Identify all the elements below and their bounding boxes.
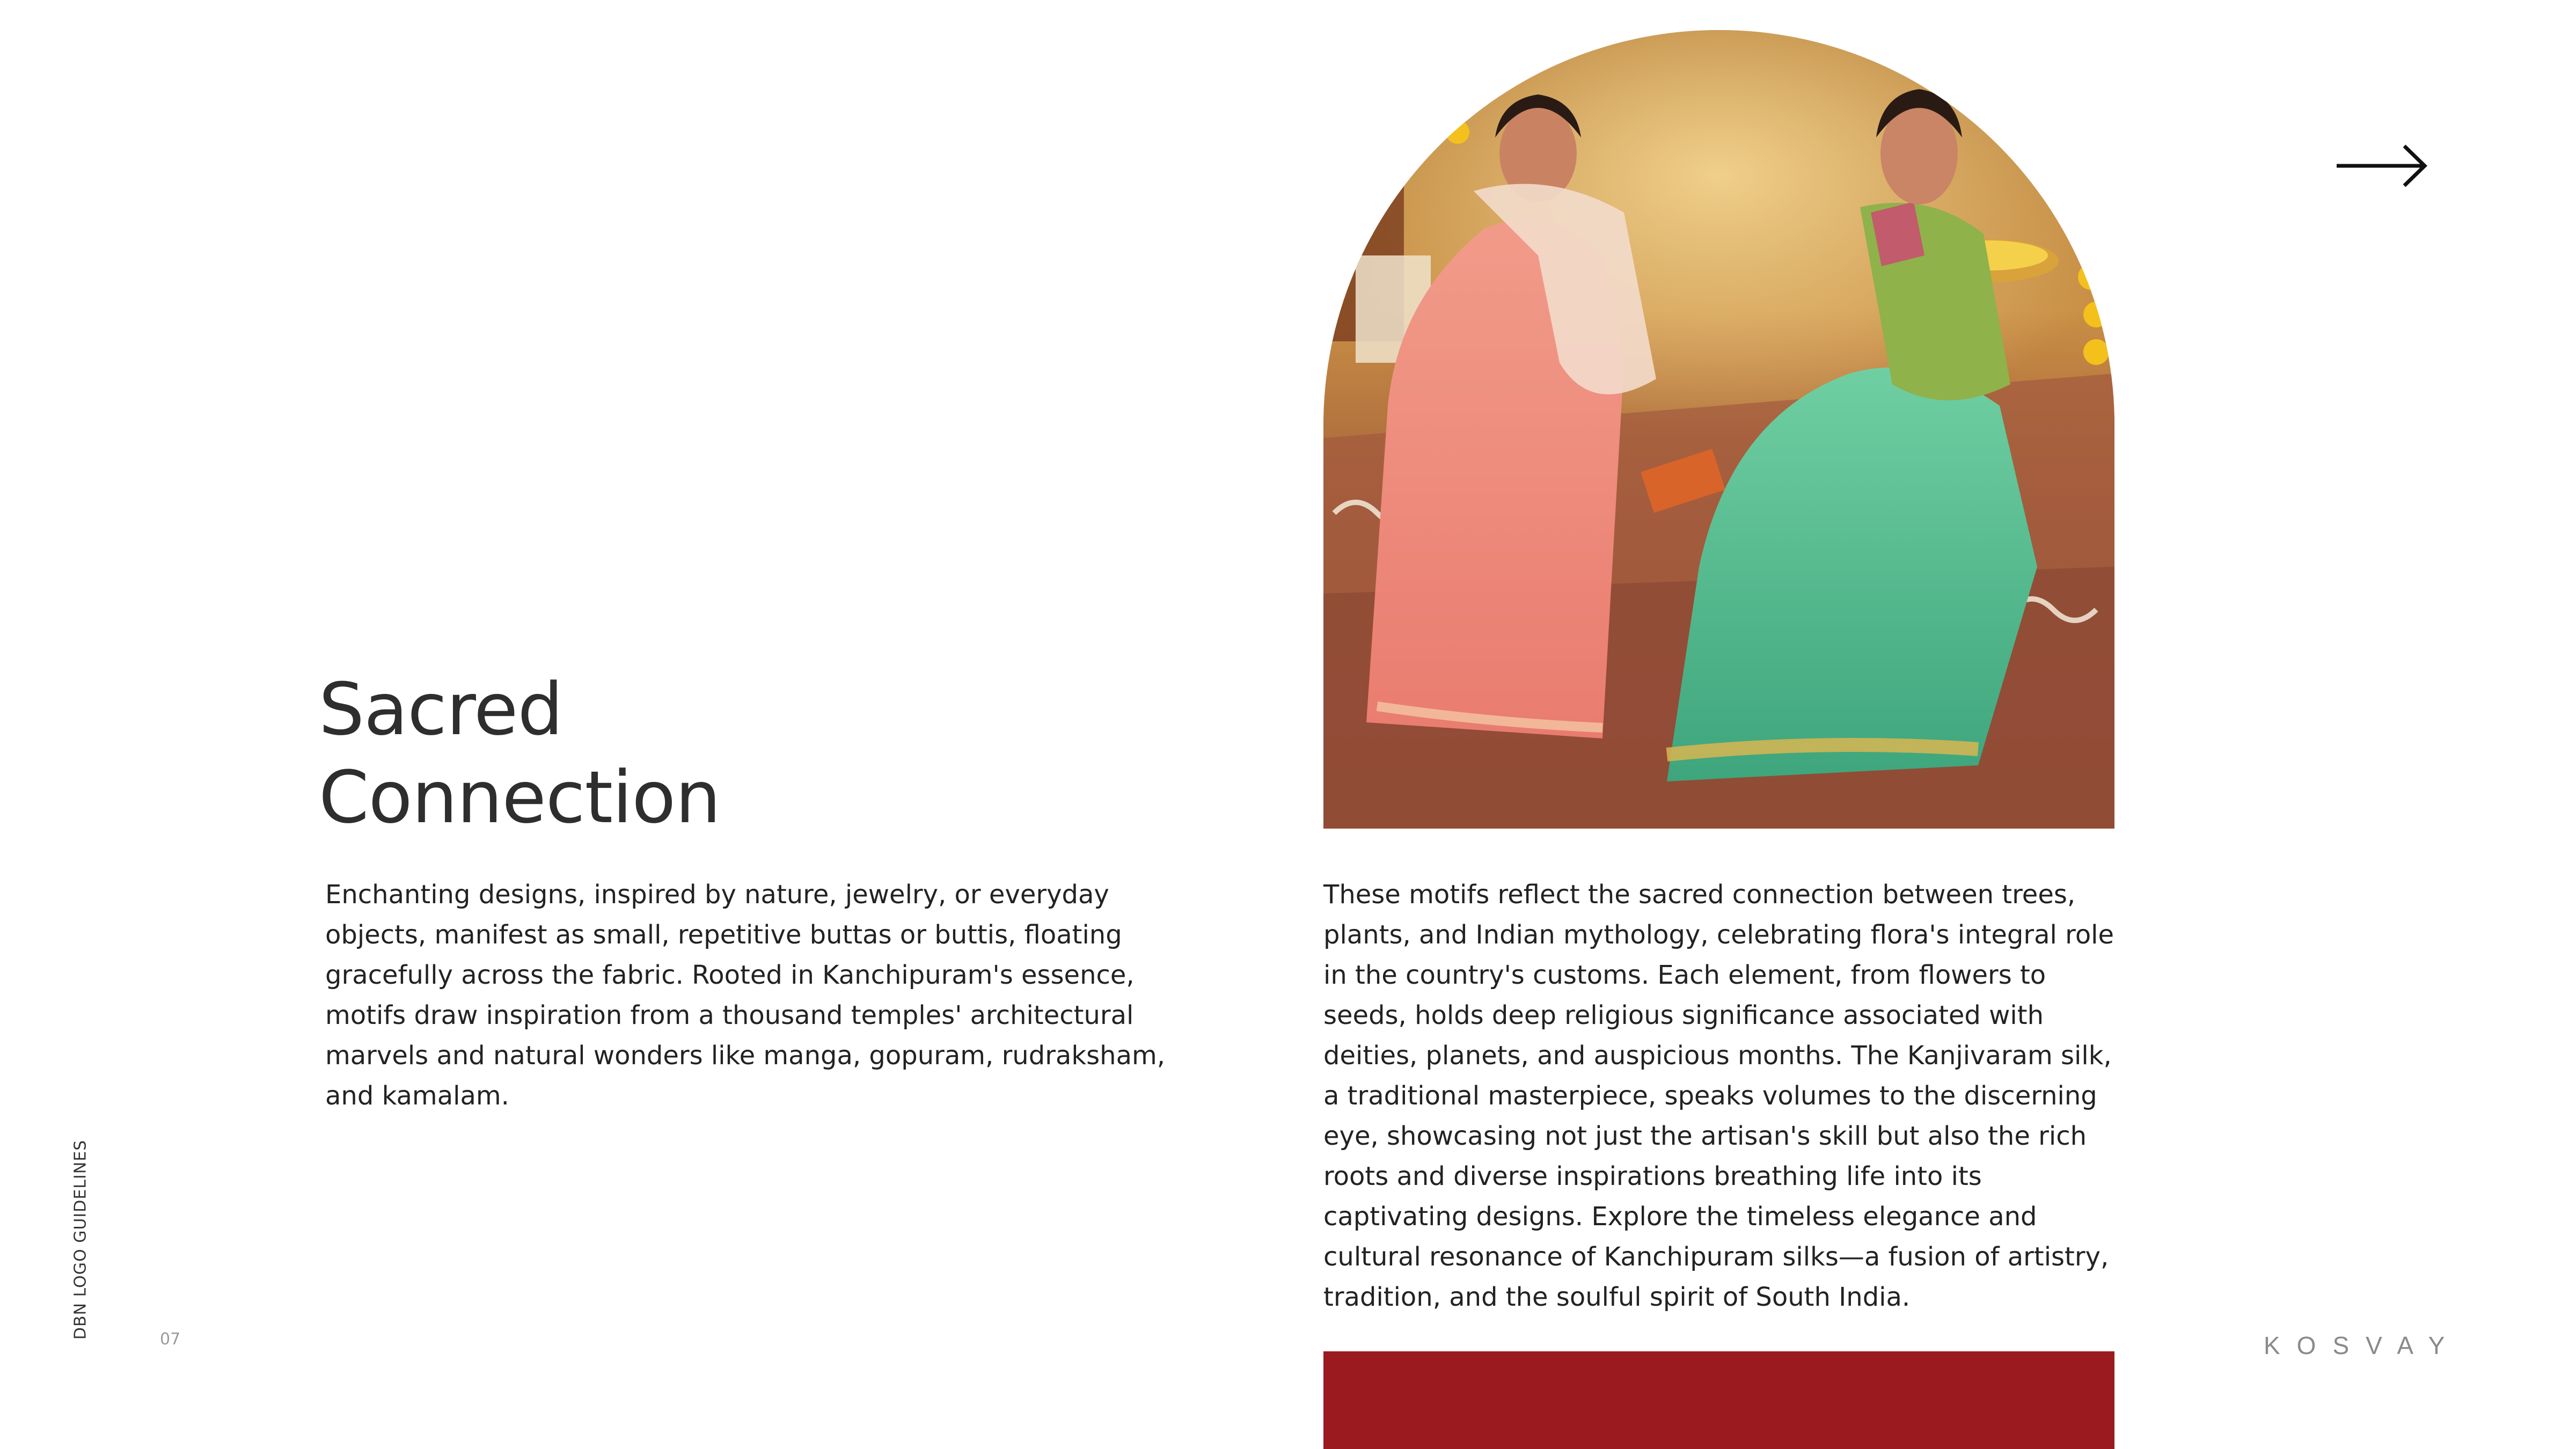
photo-illustration [1323, 30, 2114, 829]
page-title [319, 665, 720, 841]
page-number: 07 [160, 1330, 181, 1349]
page-title-line-1: Sacred [319, 668, 563, 751]
next-page-button[interactable] [2336, 143, 2428, 189]
side-label: DBN LOGO GUIDELINES [71, 1139, 90, 1340]
page-title-line-2: Connection [319, 756, 721, 839]
arrow-right-icon [2336, 143, 2428, 189]
accent-color-block [1323, 1351, 2114, 1449]
intro-paragraph: Enchanting designs, inspired by nature, jewelry, or everyday objects, manifest as small, repetitive buttas or buttis, floating gracefully across the fabric. Rooted in Kanchipuram's essence, motifs draw inspiration from a thousand temples' architectural marvels and natural wonders like manga, gopuram, rudraksham, and kamalam. [325, 880, 1165, 1111]
saree-photo [1323, 30, 2114, 829]
brand-wordmark: KOSVAY [2264, 1331, 2462, 1359]
detail-paragraph: These motifs reflect the sacred connection between trees, plants, and Indian mythology, celebrating flora's integral role in the country's customs. Each element, from flowers to seeds, holds deep religious significance associated with deities, planets, and auspicious months. The Kanjivaram silk, a traditional masterpiece, speaks volumes to the discerning eye, showcasing not just the artisan's skill but also the rich roots and diverse inspirations breathing life into its captivating designs. Explore the timeless elegance and cultural resonance of Kanchipuram silks—a fusion of artistry, tradition, and the soulful spirit of South India. [1323, 880, 2114, 1312]
